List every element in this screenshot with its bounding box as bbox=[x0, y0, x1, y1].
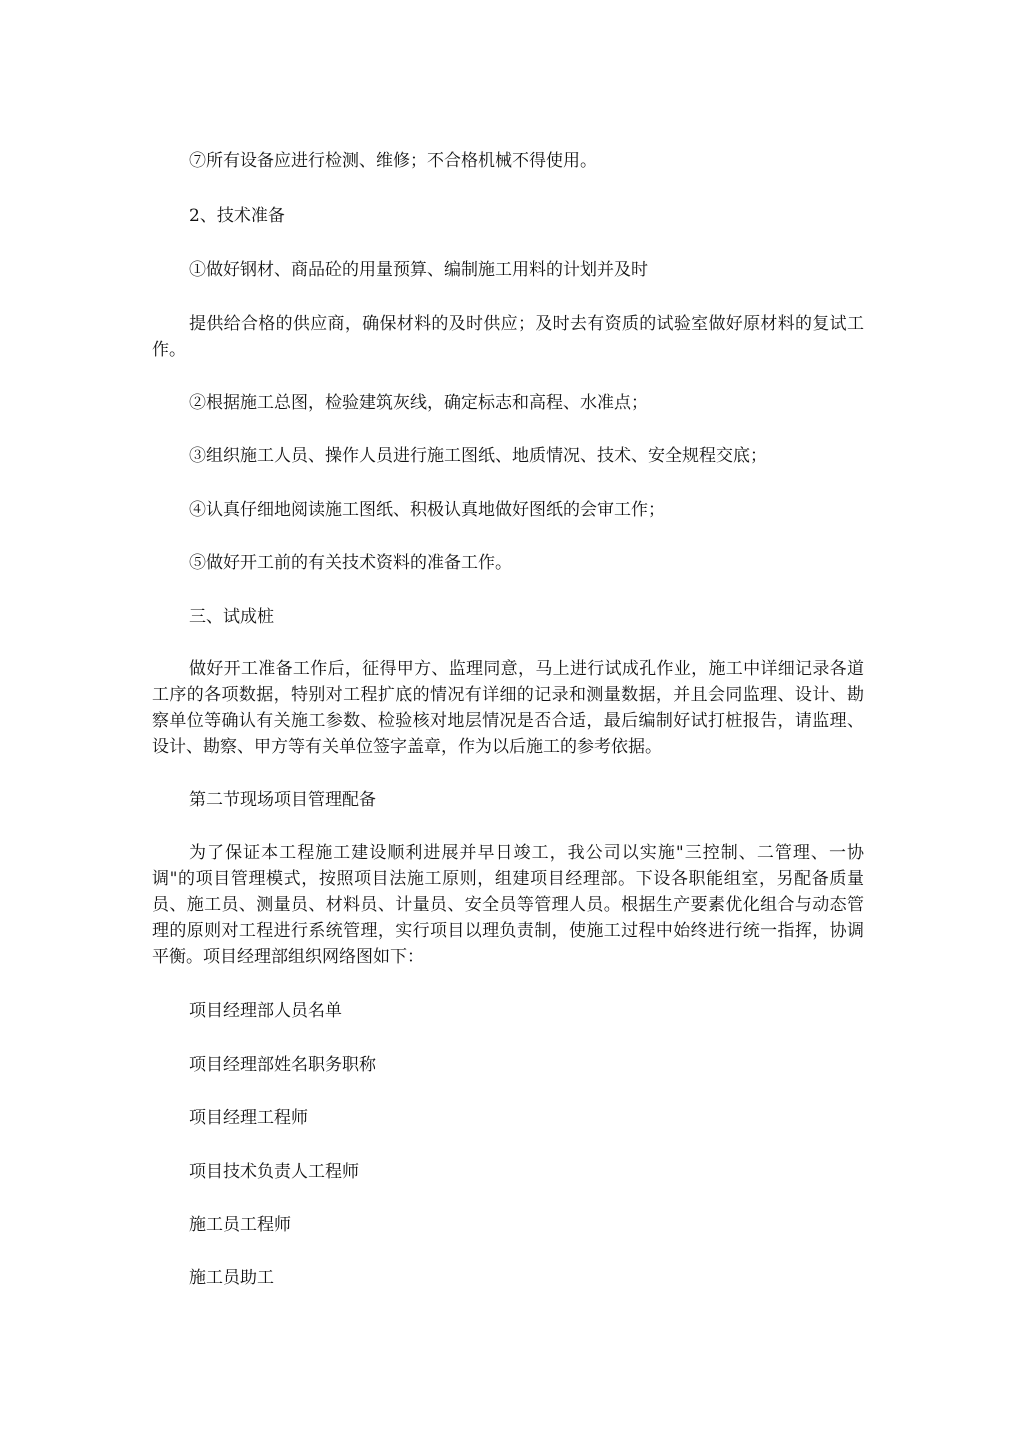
paragraph-management-model: 为了保证本工程施工建设顺利进展并早日竣工，我公司以实施"三控制、二管理、一协调"的项目管理模式，按照项目法施工原则，组建项目经理部。下设各职能组室，另配备质量员、施工员、测量员、材料员、计量员、安全员等管理人员。根据生产要素优化组合与动态管理的原则对工程进行系统管理，实行项目以理负责制，使施工过程中始终进行统一指挥，协调平衡。项目经理部组织网络图如下： bbox=[152, 843, 864, 967]
paragraph-supplier-testing: 提供给合格的供应商，确保材料的及时供应；及时去有资质的试验室做好原材料的复试工作。 bbox=[152, 314, 864, 360]
personnel-row-construction-engineer: 施工员工程师 bbox=[189, 1215, 291, 1235]
heading-trial-pile: 三、试成桩 bbox=[189, 607, 274, 627]
table-header-line: 项目经理部姓名职务职称 bbox=[189, 1055, 376, 1075]
paragraph-material-budget: ①做好钢材、商品砼的用量预算、编制施工用料的计划并及时 bbox=[189, 260, 648, 280]
personnel-row-project-manager: 项目经理工程师 bbox=[189, 1108, 308, 1128]
paragraph-equipment-inspection: ⑦所有设备应进行检测、维修；不合格机械不得使用。 bbox=[189, 151, 597, 171]
heading-personnel-list: 项目经理部人员名单 bbox=[189, 1001, 342, 1021]
paragraph-technical-briefing: ③组织施工人员、操作人员进行施工图纸、地质情况、技术、安全规程交底； bbox=[189, 446, 767, 466]
heading-project-management: 第二节现场项目管理配备 bbox=[189, 790, 376, 810]
paragraph-document-preparation: ⑤做好开工前的有关技术资料的准备工作。 bbox=[189, 553, 512, 573]
paragraph-drawing-review: ④认真仔细地阅读施工图纸、积极认真地做好图纸的会审工作； bbox=[189, 500, 665, 520]
paragraph-trial-pile-details: 做好开工准备工作后，征得甲方、监理同意，马上进行试成孔作业，施工中详细记录各道工序的各项数据，特别对工程扩底的情况有详细的记录和测量数据，并且会同监理、设计、勘察单位等确认有关施工参数、检验核对地层情况是否合适，最后编制好试打桩报告，请监理、设计、勘察、甲方等有关单位签字盖章，作为以后施工的参考依据。 bbox=[152, 659, 864, 757]
personnel-row-technical-lead: 项目技术负责人工程师 bbox=[189, 1162, 359, 1182]
personnel-row-construction-assistant: 施工员助工 bbox=[189, 1268, 274, 1288]
paragraph-site-survey: ②根据施工总图，检验建筑灰线，确定标志和高程、水准点； bbox=[189, 393, 648, 413]
heading-technical-preparation: 2、技术准备 bbox=[189, 206, 285, 226]
